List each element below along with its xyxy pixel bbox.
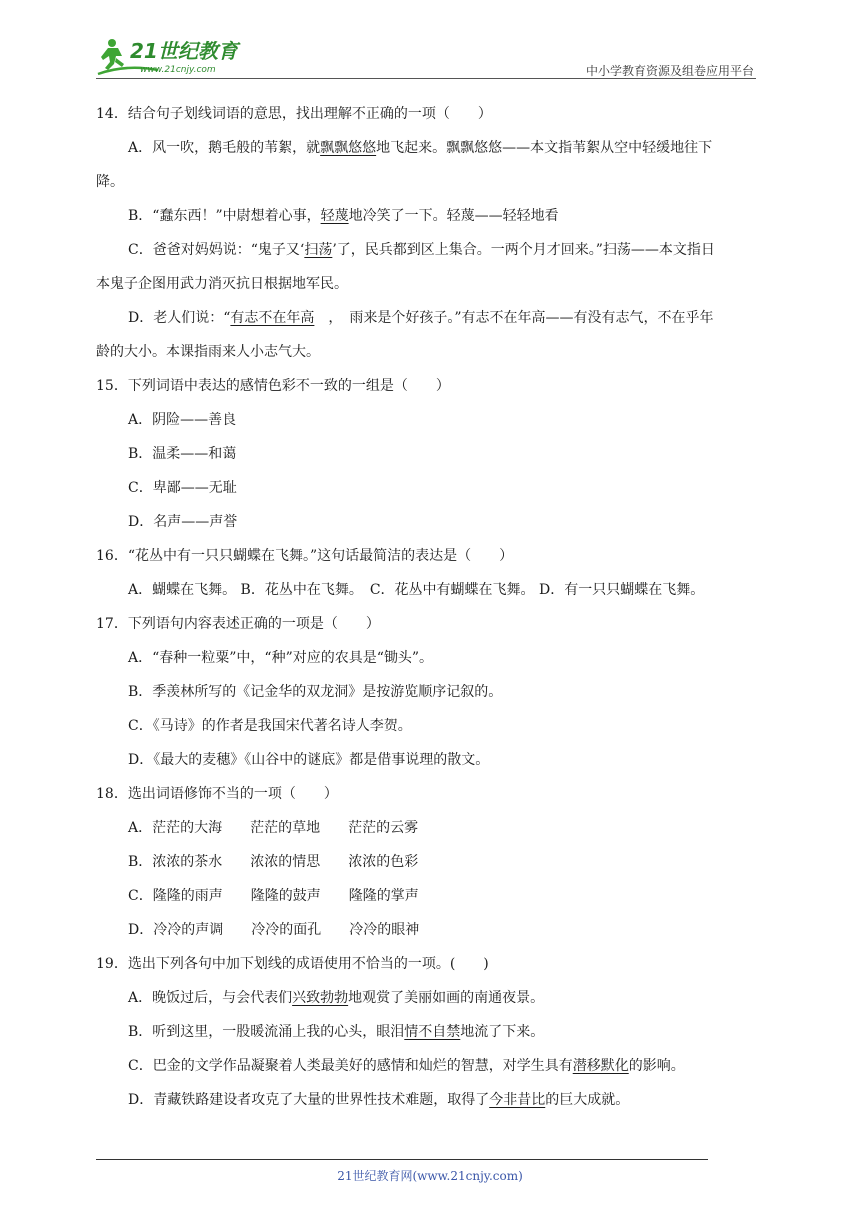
question-14-stem: 14．结合句子划线词语的意思，找出理解不正确的一项（ ）	[96, 106, 492, 122]
question-15-option-b: B．温柔——和蔼	[128, 446, 237, 462]
question-17-option-d: D．《最大的麦穗》《山谷中的谜底》都是借事说理的散文。	[128, 752, 490, 768]
logo-text: 21世纪教育	[130, 39, 238, 63]
question-14-option-c-cont: 本鬼子企图用武力消灭抗日根据地军民。	[96, 276, 348, 292]
question-18-option-c: C．隆隆的雨声 隆隆的鼓声 隆隆的掌声	[128, 888, 419, 904]
header-divider	[96, 78, 756, 79]
platform-name: 中小学教育资源及组卷应用平台	[585, 64, 754, 78]
question-15-option-d: D．名声——声誉	[128, 514, 238, 530]
question-16-stem: 16．“花丛中有一只只蝴蝶在飞舞。”这句话最简洁的表达是（ ）	[96, 548, 514, 564]
footer-text: 21世纪教育网(www.21cnjy.com)	[337, 1169, 523, 1183]
question-14-option-b: B．“蠢东西！”中尉想着心事，轻蔑地冷笑了一下。轻蔑——轻轻地看	[128, 208, 559, 224]
question-18-option-b: B．浓浓的茶水 浓浓的情思 浓浓的色彩	[128, 854, 419, 870]
footer-divider	[96, 1159, 708, 1160]
question-18-stem: 18．选出词语修饰不当的一项（ ）	[96, 786, 338, 802]
question-16-options: A．蝴蝶在飞舞。 B．花丛中在飞舞。 C．花丛中有蝴蝶在飞舞。 D．有一只只蝴蝶在飞舞。	[128, 582, 705, 598]
question-18-option-d: D．冷冷的声调 冷冷的面孔 冷冷的眼神	[128, 922, 420, 938]
question-18-option-a: A．茫茫的大海 茫茫的草地 茫茫的云雾	[128, 820, 419, 836]
question-17-stem: 17．下列语句内容表述正确的一项是（ ）	[96, 616, 380, 632]
question-14-option-a: A．风一吹，鹅毛般的苇絮，就飘飘悠悠地飞起来。飘飘悠悠——本文指苇絮从空中轻缓地往下	[128, 140, 713, 156]
question-15-option-a: A．阴险——善良	[128, 412, 237, 428]
question-17-option-c: C．《马诗》的作者是我国宋代著名诗人李贺。	[128, 718, 412, 734]
question-19-option-c: C．巴金的文学作品凝聚着人类最美好的感情和灿烂的智慧，对学生具有潜移默化的影响。	[128, 1058, 685, 1074]
logo-url: www.21cnjy.com	[140, 65, 216, 75]
question-19-option-b: B．听到这里，一股暖流涌上我的心头，眼泪情不自禁地流了下来。	[128, 1024, 545, 1040]
page-header	[96, 30, 756, 80]
question-14-option-d-cont: 龄的大小。本课指雨来人小志气大。	[96, 344, 320, 360]
question-19-option-a: A．晚饭过后，与会代表们兴致勃勃地观赏了美丽如画的南通夜景。	[128, 990, 545, 1006]
question-15-option-c: C．卑鄙——无耻	[128, 480, 237, 496]
question-19-option-d: D．青藏铁路建设者攻克了大量的世界性技术难题，取得了今非昔比的巨大成就。	[128, 1092, 630, 1108]
question-17-option-a: A．“春种一粒粟”中，“种”对应的农具是“锄头”。	[128, 650, 434, 666]
question-17-option-b: B．季羡林所写的《记金华的双龙洞》是按游览顺序记叙的。	[128, 684, 503, 700]
question-14-option-d: D．老人们说：“有志不在年高 ， 雨来是个好孩子。”有志不在年高——有没有志气，不在乎年	[128, 310, 714, 326]
question-14-option-a-cont: 降。	[96, 174, 124, 190]
question-14-option-c: C．爸爸对妈妈说：“鬼子又‘扫荡’了，民兵都到区上集合。一两个月才回来。”扫荡——本文指日	[128, 242, 715, 258]
question-15-stem: 15．下列词语中表达的感情色彩不一致的一组是（ ）	[96, 378, 450, 394]
site-logo	[96, 34, 271, 78]
question-19-stem: 19．选出下列各句中加下划线的成语使用不恰当的一项。( )	[96, 956, 489, 972]
